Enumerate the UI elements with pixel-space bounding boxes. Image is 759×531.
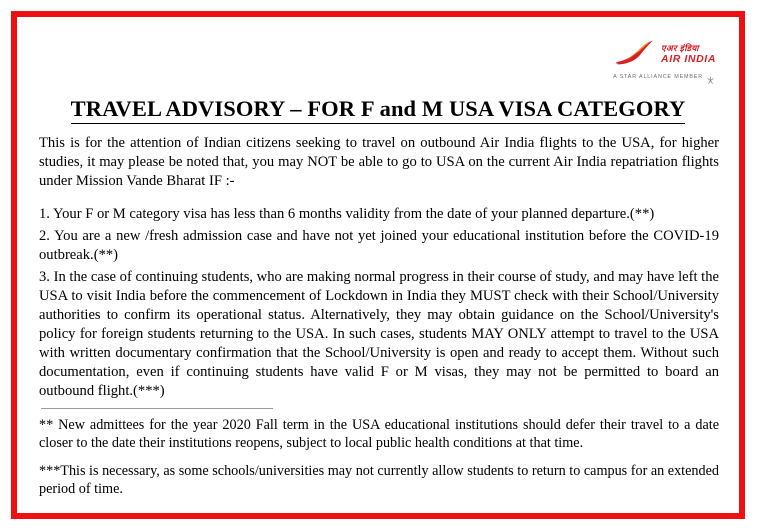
advisory-body [39, 134, 719, 498]
red-border-frame [11, 11, 745, 519]
star-alliance-label: A STAR ALLIANCE MEMBER [613, 73, 703, 80]
air-india-logo [582, 39, 716, 81]
star-alliance-icon [706, 72, 715, 81]
star-alliance-line [582, 72, 716, 81]
spacer [39, 453, 719, 462]
page-title-text: TRAVEL ADVISORY – FOR F and M USA VISA CATEGORY [71, 96, 686, 124]
logo-row [582, 39, 716, 69]
intro-paragraph: This is for the attention of Indian citizens seeking to travel on outbound Air India flights to the USA, for higher studies, it may please be noted that, you may NOT be able to go to USA on the current Air India repatriation flights under Mission Vande Bharat IF :- [39, 135, 719, 189]
logo-english-text: AIR INDIA [661, 52, 716, 65]
logo-wordmark [661, 44, 716, 64]
condition-item-2: 2. You are a new /fresh admission case and have not yet joined your educational institution before the COVID-19 outbreak.(**) [39, 227, 719, 263]
spacer [39, 191, 719, 205]
document-content [34, 34, 722, 496]
footnote-divider [41, 408, 273, 409]
footnote-double-asterisk: ** New admittees for the year 2020 Fall term in the USA educational institutions should defer their travel to a date closer to the date their institutions reopens, subject to local public health conditions at that time. [39, 416, 719, 452]
air-india-swan-icon [613, 39, 659, 69]
spacer [39, 401, 719, 408]
logo-hindi-text: एअर इंडिया [661, 43, 699, 53]
footnote-triple-asterisk: ***This is necessary, as some schools/universities may not currently allow students to return to campus for an extended period of time. [39, 462, 719, 497]
condition-item-1: 1. Your F or M category visa has less than 6 months validity from the date of your planned departure.(**) [39, 205, 655, 222]
page-title [34, 96, 722, 122]
condition-item-3: 3. In the case of continuing students, who are making normal progress in their course of study, and may have left the USA to visit India before the commencement of Lockdown in India they MUST check with their School/University authorities to confirm its operational status. Alternatively, they may obtain guidance on the School/University's policy for foreign students returning to the USA. In such cases, students MAY ONLY attempt to travel to the USA with written documentary confirmation that the School/University is open and ready to accept them. Without such documentation, even if continuing students have valid F or M visas, they may not be permitted to board an outbound flight.(***) [39, 268, 719, 399]
